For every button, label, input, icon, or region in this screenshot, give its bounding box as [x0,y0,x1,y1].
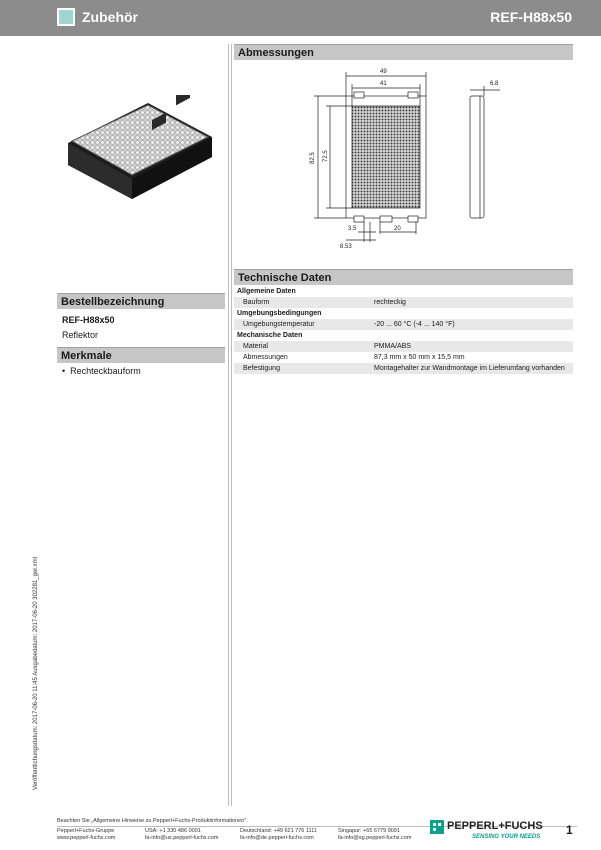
tech-data-table [234,286,573,374]
sg-mail[interactable]: fa-info@sg.pepperl-fuchs.com [338,835,412,841]
footer-germany [240,828,317,842]
dim-depth: 6.8 [490,81,499,87]
tech-value: 87,3 mm x 50 mm x 15,5 mm [374,354,465,361]
column-divider-left [228,44,229,806]
dim-clip-width: 3.5 [348,226,357,232]
order-code: REF-H88x50 [62,315,115,325]
side-publication-note: Veröffentlichungsdatum: 2017-06-20 11:45 Ausgabedatum: 2017-06-20 302281_ger.xml [33,557,39,790]
order-description: Reflektor [62,330,99,340]
tech-group-environment: Umgebungsbedingungen [237,310,322,317]
brand-logo-text: PEPPERL+FUCHS [447,820,543,832]
footer-disclaimer: Beachten Sie „Allgemeine Hinweise zu Pepperl+Fuchs-Produktinformationen". [57,818,248,824]
section-tech-heading: Technische Daten [234,269,573,285]
footer-singapore [338,828,411,842]
tech-group-mechanical: Mechanische Daten [237,332,303,339]
tech-label: Abmessungen [243,354,288,361]
brand-slogan: SENSING YOUR NEEDS [472,834,541,840]
tech-label: Befestigung [243,365,280,372]
feature-text: Rechteckbauform [70,366,141,376]
section-order-heading: Bestellbezeichnung [57,293,225,309]
de-mail[interactable]: fa-info@de.pepperl-fuchs.com [240,835,314,841]
footer-usa [145,828,218,842]
page-header [0,0,601,36]
bullet-icon: • [62,366,71,376]
tech-label: Umgebungstemperatur [243,321,315,328]
sg-phone: Singapur: +65 6779 9091 [338,828,400,834]
tech-value: Montagehalter zur Wandmontage im Lieferumfang vorhanden [374,365,565,372]
header-category: Zubehör [82,9,138,25]
dim-width-inner: 41 [380,81,387,87]
dim-width-outer: 49 [380,69,387,75]
list-item [62,366,141,376]
category-square-icon [57,8,75,26]
tech-value: -20 ... 60 °C (-4 ... 140 °F) [374,321,455,328]
page-number: 1 [566,823,573,837]
dimension-drawing [300,64,520,254]
dim-height-outer: 82.5 [310,152,316,164]
dim-clip-offset: 8.53 [340,244,352,250]
dim-clip-spacing: 20 [394,226,401,232]
tech-label: Material [243,343,268,350]
table-row [234,363,573,374]
dim-height-inner: 72.5 [323,150,329,162]
product-image [60,95,220,205]
company-website[interactable]: www.pepperl-fuchs.com [57,835,116,841]
usa-mail[interactable]: fa-info@us.pepperl-fuchs.com [145,835,219,841]
table-row [234,297,573,308]
table-row [234,319,573,330]
de-phone: Deutschland: +49 621 776 1111 [240,828,317,834]
tech-value: rechteckig [374,299,406,306]
table-row [234,352,573,363]
brand-logo-icon [430,820,444,834]
section-features-heading: Merkmale [57,347,225,363]
tech-label: Bauform [243,299,270,306]
company-name: Pepperl+Fuchs-Gruppe [57,828,115,834]
usa-phone: USA: +1 330 486 0001 [145,828,201,834]
table-row [234,341,573,352]
footer-company [57,828,115,842]
column-divider-right [231,44,232,806]
tech-group-general: Allgemeine Daten [237,288,296,295]
section-dimensions-heading: Abmessungen [234,44,573,60]
header-product-code: REF-H88x50 [490,9,572,25]
tech-value: PMMA/ABS [374,343,411,350]
